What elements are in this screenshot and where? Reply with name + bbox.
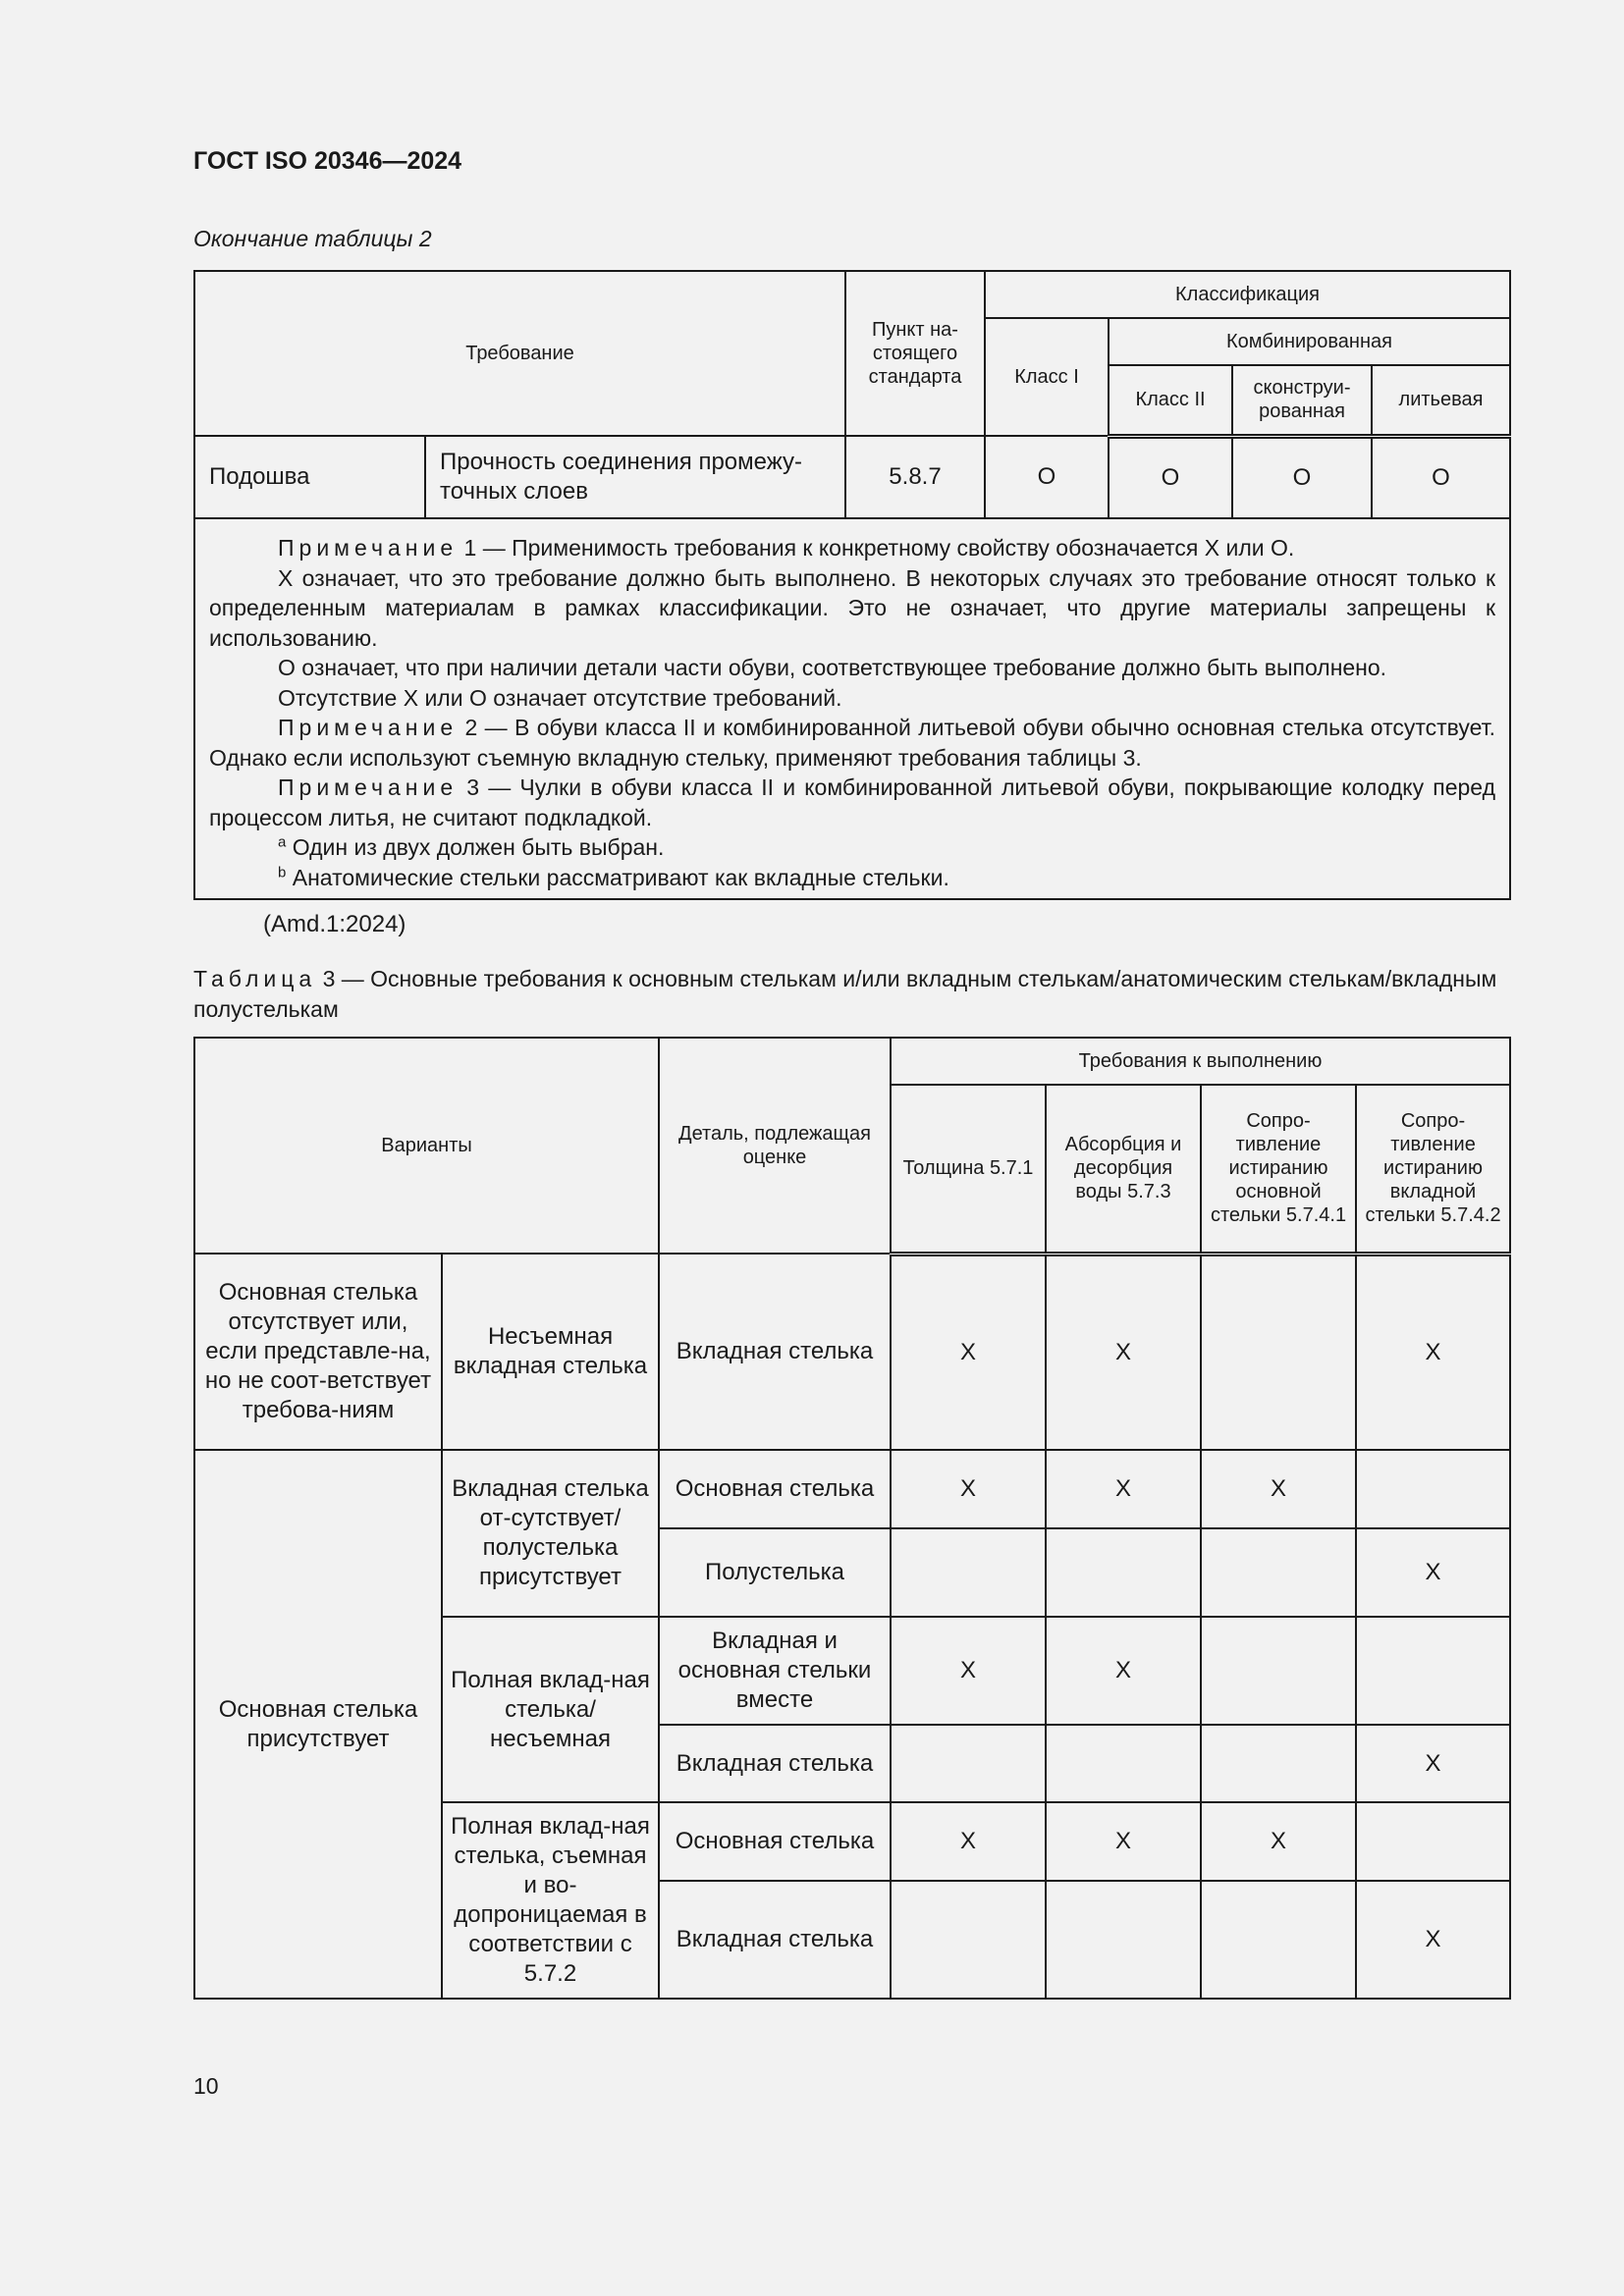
value-cell	[1046, 1528, 1201, 1617]
value-cell	[1201, 1528, 1356, 1617]
variant-subgroup-2: Вкладная стелька от-сутствует/ полустелька присутствует	[442, 1450, 659, 1617]
value-cell: X	[1201, 1802, 1356, 1881]
value-cell: X	[1046, 1450, 1201, 1528]
table-2	[193, 270, 1511, 900]
variant-group-2: Основная стелька присутствует	[194, 1450, 442, 1999]
row-class-2: O	[1109, 436, 1232, 518]
note-o-meaning: O означает, что при наличии детали части обуви, соответствующее требование должно быть выполнено.	[278, 655, 1387, 680]
value-cell	[1201, 1254, 1356, 1450]
variant-group-1: Основная стелька отсутствует или, если представле-на, но не соот-ветствует требова-ниям	[194, 1254, 442, 1450]
part-cell: Вкладная и основная стельки вместе	[659, 1617, 891, 1725]
part-cell: Основная стелька	[659, 1802, 891, 1881]
part-cell: Полустелька	[659, 1528, 891, 1617]
row-property: Прочность соединения промежу-точных слоев	[425, 436, 845, 518]
note-1: Примечание 1 — Применимость требования к конкретному свойству обозначается X или O.	[278, 535, 1295, 561]
header-classification: Классификация	[985, 271, 1510, 318]
value-cell: X	[891, 1450, 1046, 1528]
part-cell: Основная стелька	[659, 1450, 891, 1528]
header-thickness: Толщина 5.7.1	[891, 1085, 1046, 1254]
part-cell: Вкладная стелька	[659, 1725, 891, 1802]
row-part: Подошва	[194, 436, 425, 518]
value-cell: X	[1356, 1254, 1510, 1450]
header-class-1: Класс I	[985, 318, 1109, 436]
header-requirement: Требование	[194, 271, 845, 436]
value-cell	[1046, 1725, 1201, 1802]
value-cell	[1201, 1617, 1356, 1725]
value-cell: X	[891, 1802, 1046, 1881]
header-constructed: сконструи-рованная	[1232, 365, 1372, 436]
value-cell: X	[1356, 1528, 1510, 1617]
note-2: Примечание 2 — В обуви класса II и комбинированной литьевой обуви обычно основная стелька отсутствует. Однако если используют съемную вкладную стельку, применяют требования таблицы 3.	[209, 715, 1496, 771]
value-cell: X	[1201, 1450, 1356, 1528]
variant-subgroup-3: Полная вклад-ная стелька/ несъемная	[442, 1617, 659, 1802]
note-absence: Отсутствие X или O означает отсутствие требований.	[278, 684, 842, 711]
row-constructed: O	[1232, 436, 1372, 518]
footnote-a: $^a$ Один из двух должен быть выбран.	[278, 833, 665, 860]
row-clause: 5.8.7	[845, 436, 985, 518]
value-cell: X	[891, 1617, 1046, 1725]
header-abrasion-insock: Сопро-тивление истиранию вкладной стельки 5.7.4.2	[1356, 1085, 1510, 1254]
header-combined: Комбинированная	[1109, 318, 1510, 365]
value-cell: X	[1046, 1254, 1201, 1450]
part-cell: Вкладная стелька	[659, 1881, 891, 1999]
value-cell	[891, 1725, 1046, 1802]
variant-subgroup-1: Несъемная вкладная стелька	[442, 1254, 659, 1450]
value-cell	[891, 1528, 1046, 1617]
value-cell: X	[1046, 1617, 1201, 1725]
value-cell	[1356, 1802, 1510, 1881]
header-variants: Варианты	[194, 1038, 659, 1254]
variant-subgroup-4: Полная вклад-ная стелька, съемная и во-допроницаемая в соответствии с 5.7.2	[442, 1802, 659, 1999]
value-cell	[1201, 1725, 1356, 1802]
value-cell: X	[1356, 1725, 1510, 1802]
header-requirements: Требования к выполнению	[891, 1038, 1510, 1085]
value-cell	[1356, 1450, 1510, 1528]
amendment-note: (Amd.1:2024)	[263, 911, 406, 937]
value-cell: X	[1046, 1802, 1201, 1881]
value-cell: X	[1356, 1881, 1510, 1999]
row-molded: O	[1372, 436, 1510, 518]
value-cell	[1356, 1617, 1510, 1725]
value-cell	[1201, 1881, 1356, 1999]
header-part: Деталь, подлежащая оценке	[659, 1038, 891, 1254]
value-cell	[1046, 1881, 1201, 1999]
header-clause: Пункт на-стоящего стандарта	[845, 271, 985, 436]
note-x-meaning: X означает, что это требование должно быть выполнено. В некоторых случаях это требование относят только к определенным материалам в рамках классификации. Это не означает, что другие материалы запрещены к использованию.	[209, 564, 1496, 651]
note-3: Примечание 3 — Чулки в обуви класса II и комбинированной литьевой обуви, покрывающие колодку перед процессом литья, не считают подкладкой.	[209, 774, 1496, 830]
value-cell: X	[891, 1254, 1046, 1450]
document-header: ГОСТ ISO 20346—2024	[193, 147, 462, 175]
table-notes	[194, 518, 1510, 899]
header-class-2: Класс II	[1109, 365, 1232, 436]
header-absorption: Абсорбция и десорбция воды 5.7.3	[1046, 1085, 1201, 1254]
header-molded: литьевая	[1372, 365, 1510, 436]
header-abrasion-insole: Сопро-тивление истиранию основной стельки 5.7.4.1	[1201, 1085, 1356, 1254]
part-cell: Вкладная стелька	[659, 1254, 891, 1450]
table-3-caption: Таблица 3 — Основные требования к основным стелькам и/или вкладным стелькам/анатомическим стелькам/вкладным полустелькам	[193, 966, 1497, 1022]
page-number: 10	[193, 2073, 219, 2099]
footnote-b: $^b$ Анатомические стельки рассматривают как вкладные стельки.	[278, 863, 949, 890]
value-cell	[891, 1881, 1046, 1999]
row-class-1: O	[985, 436, 1109, 518]
table-continuation-label: Окончание таблицы 2	[193, 226, 432, 251]
table-3	[193, 1037, 1511, 2000]
